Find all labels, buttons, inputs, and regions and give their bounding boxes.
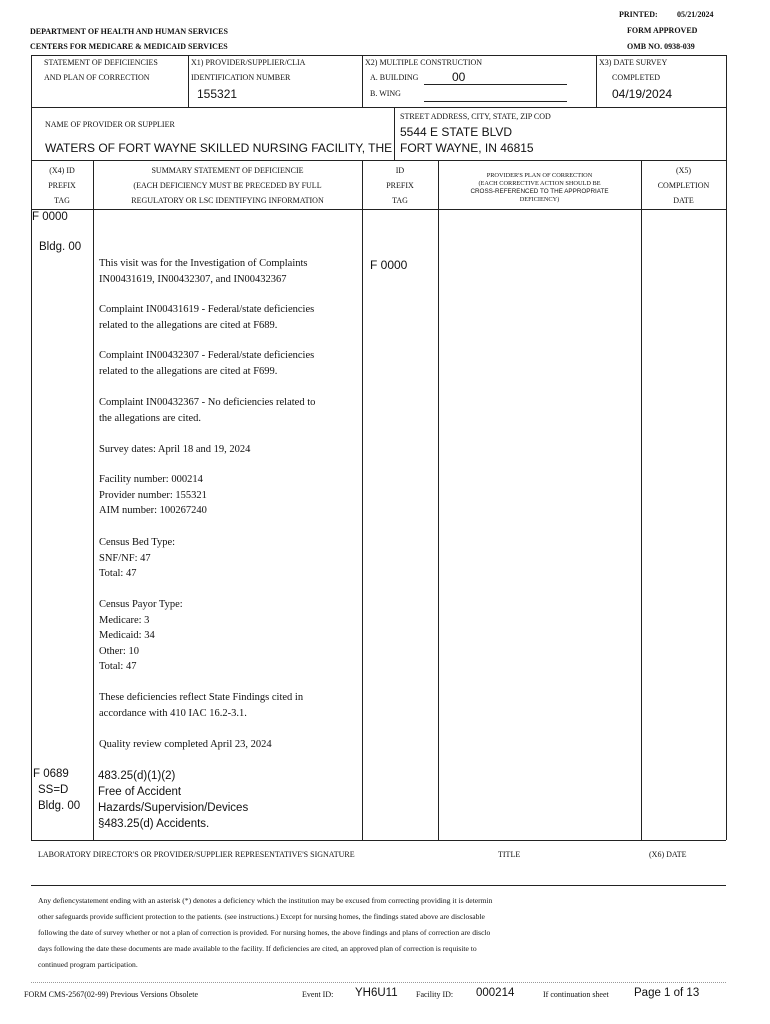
street-address: 5544 E STATE BLVD bbox=[400, 125, 513, 139]
provider-name: WATERS OF FORT WAYNE SKILLED NURSING FACILITY, THE bbox=[45, 141, 393, 155]
date-survey-label-1: X3) DATE SURVEY bbox=[599, 58, 668, 67]
col-x5-header-2: COMPLETION bbox=[657, 181, 710, 190]
city-state-zip: FORT WAYNE, IN 46815 bbox=[400, 141, 534, 155]
col-summary-header-2: (EACH DEFICIENCY MUST BE PRECEDED BY FULL bbox=[133, 181, 322, 190]
state-findings-paragraph: These deficiencies reflect State Findings cited in accordance with 410 IAC 16.2-3.1. bbox=[99, 692, 304, 719]
col-summary-header-3: REGULATORY OR LSC IDENTIFYING INFORMATION bbox=[131, 196, 324, 205]
address-label: STREET ADDRESS, CITY, STATE, ZIP COD bbox=[400, 112, 551, 121]
visit-paragraph: This visit was for the Investigation of Complaints IN00431619, IN00432307, and IN00432367 bbox=[99, 258, 308, 285]
col-id-header-2: PREFIX bbox=[386, 181, 414, 190]
complaint-3-paragraph: Complaint IN00432367 - No deficiencies related to the allegations are cited. bbox=[99, 397, 316, 424]
col-id-header-3: TAG bbox=[392, 196, 408, 205]
form-number: FORM CMS-2567(02-99) Previous Versions Obsolete bbox=[24, 990, 199, 999]
col-plan-header-3: CROSS-REFERENCED TO THE APPROPRIATE bbox=[470, 188, 609, 195]
statement-label-2: AND PLAN OF CORRECTION bbox=[44, 73, 150, 82]
centers-title: CENTERS FOR MEDICARE & MEDICAID SERVICES bbox=[30, 42, 228, 51]
signature-label: LABORATORY DIRECTOR'S OR PROVIDER/SUPPLIER REPRESENTATIVE'S SIGNATURE bbox=[38, 850, 355, 859]
facility-id-value: 000214 bbox=[476, 987, 515, 999]
census-bed-type: Census Bed Type: SNF/NF: 47 Total: 47 bbox=[99, 537, 176, 579]
event-id-value: YH6U11 bbox=[355, 987, 398, 999]
facility-info: Facility number: 000214 Provider number: 155321 AIM number: 100267240 bbox=[99, 474, 207, 516]
multiple-construction-label: X2) MULTIPLE CONSTRUCTION bbox=[365, 58, 483, 67]
tag-f0689: F 0689 bbox=[33, 768, 69, 780]
disclaimer-text: Any defiencystatement ending with an asterisk (*) denotes a deficiency which the institution may be excused from correcting providing it is determin other safeguards provide sufficient protection to the patients. (see instructions.) Except for nursing homes, the findings stated above are disclosable following the date of survey whether or not a plan of correction is provided. For nursing homes, the above findings and plans of correction are disclo days following the date these documents are made available to the facility. If deficiencies are cited, an approved plan of correction is requisite to continued program participation. bbox=[38, 896, 493, 969]
title-label: TITLE bbox=[498, 850, 521, 859]
col-x4-header-2: PREFIX bbox=[48, 181, 76, 190]
provider-name-label: NAME OF PROVIDER OR SUPPLIER bbox=[45, 120, 175, 129]
x6-date-label: (X6) DATE bbox=[649, 850, 687, 859]
col-summary-header-1: SUMMARY STATEMENT OF DEFICIENCIE bbox=[151, 166, 304, 175]
provider-id-label-2: IDENTIFICATION NUMBER bbox=[191, 73, 291, 82]
tag-f0000: F 0000 bbox=[32, 211, 68, 223]
col-plan-header-2: (EACH CORRECTIVE ACTION SHOULD BE bbox=[478, 180, 601, 187]
statement-label-1: STATEMENT OF DEFICIENCIES bbox=[44, 58, 158, 67]
col-x4-header-1: (X4) ID bbox=[49, 166, 75, 175]
col-x5-header-1: (X5) bbox=[675, 166, 692, 175]
building-value: 00 bbox=[452, 70, 466, 84]
regulation-text: 483.25(d)(1)(2) Free of Accident Hazards/Supervision/Devices §483.25(d) Accidents. bbox=[98, 770, 249, 830]
col-plan-header-1: PROVIDER'S PLAN OF CORRECTION bbox=[486, 172, 593, 179]
page-number: Page 1 of 13 bbox=[634, 987, 700, 999]
provider-id-label-1: X1) PROVIDER/SUPPLIER/CLIA bbox=[191, 58, 306, 67]
continuation-label: If continuation sheet bbox=[543, 990, 609, 999]
department-title: DEPARTMENT OF HEALTH AND HUMAN SERVICES bbox=[30, 27, 228, 36]
complaint-1-paragraph: Complaint IN00431619 - Federal/state deficiencies related to the allegations are cited at F689. bbox=[99, 304, 315, 331]
col-x5-header-3: DATE bbox=[673, 196, 694, 205]
date-survey-label-2: COMPLETED bbox=[612, 73, 660, 82]
survey-completed-date: 04/19/2024 bbox=[612, 87, 673, 101]
col-plan-header-4: DEFICIENCY) bbox=[519, 196, 560, 203]
event-id-label: Event ID: bbox=[302, 990, 334, 999]
printed-date: 05/21/2024 bbox=[677, 10, 714, 19]
form-approved: FORM APPROVED bbox=[627, 26, 698, 35]
wing-label: B. WING bbox=[370, 89, 401, 98]
complaint-2-paragraph: Complaint IN00432307 - Federal/state deficiencies related to the allegations are cited at F699. bbox=[99, 350, 315, 377]
bldg-label-2: Bldg. 00 bbox=[38, 800, 81, 812]
census-payor-type: Census Payor Type: Medicare: 3 Medicaid: 34 Other: 10 Total: 47 bbox=[99, 599, 183, 672]
scope-severity: SS=D bbox=[38, 784, 69, 796]
omb-number: OMB NO. 0938-039 bbox=[627, 42, 695, 51]
printed-label: PRINTED: bbox=[619, 10, 658, 19]
provider-number: 155321 bbox=[197, 87, 238, 101]
survey-dates: Survey dates: April 18 and 19, 2024 bbox=[99, 444, 251, 455]
facility-id-label: Facility ID: bbox=[416, 990, 454, 999]
building-label: A. BUILDING bbox=[370, 73, 419, 82]
prefix-f0000: F 0000 bbox=[370, 258, 408, 272]
quality-review: Quality review completed April 23, 2024 bbox=[99, 739, 272, 750]
col-x4-header-3: TAG bbox=[54, 196, 70, 205]
bldg-label: Bldg. 00 bbox=[39, 241, 82, 253]
col-id-header-1: ID bbox=[395, 166, 405, 175]
